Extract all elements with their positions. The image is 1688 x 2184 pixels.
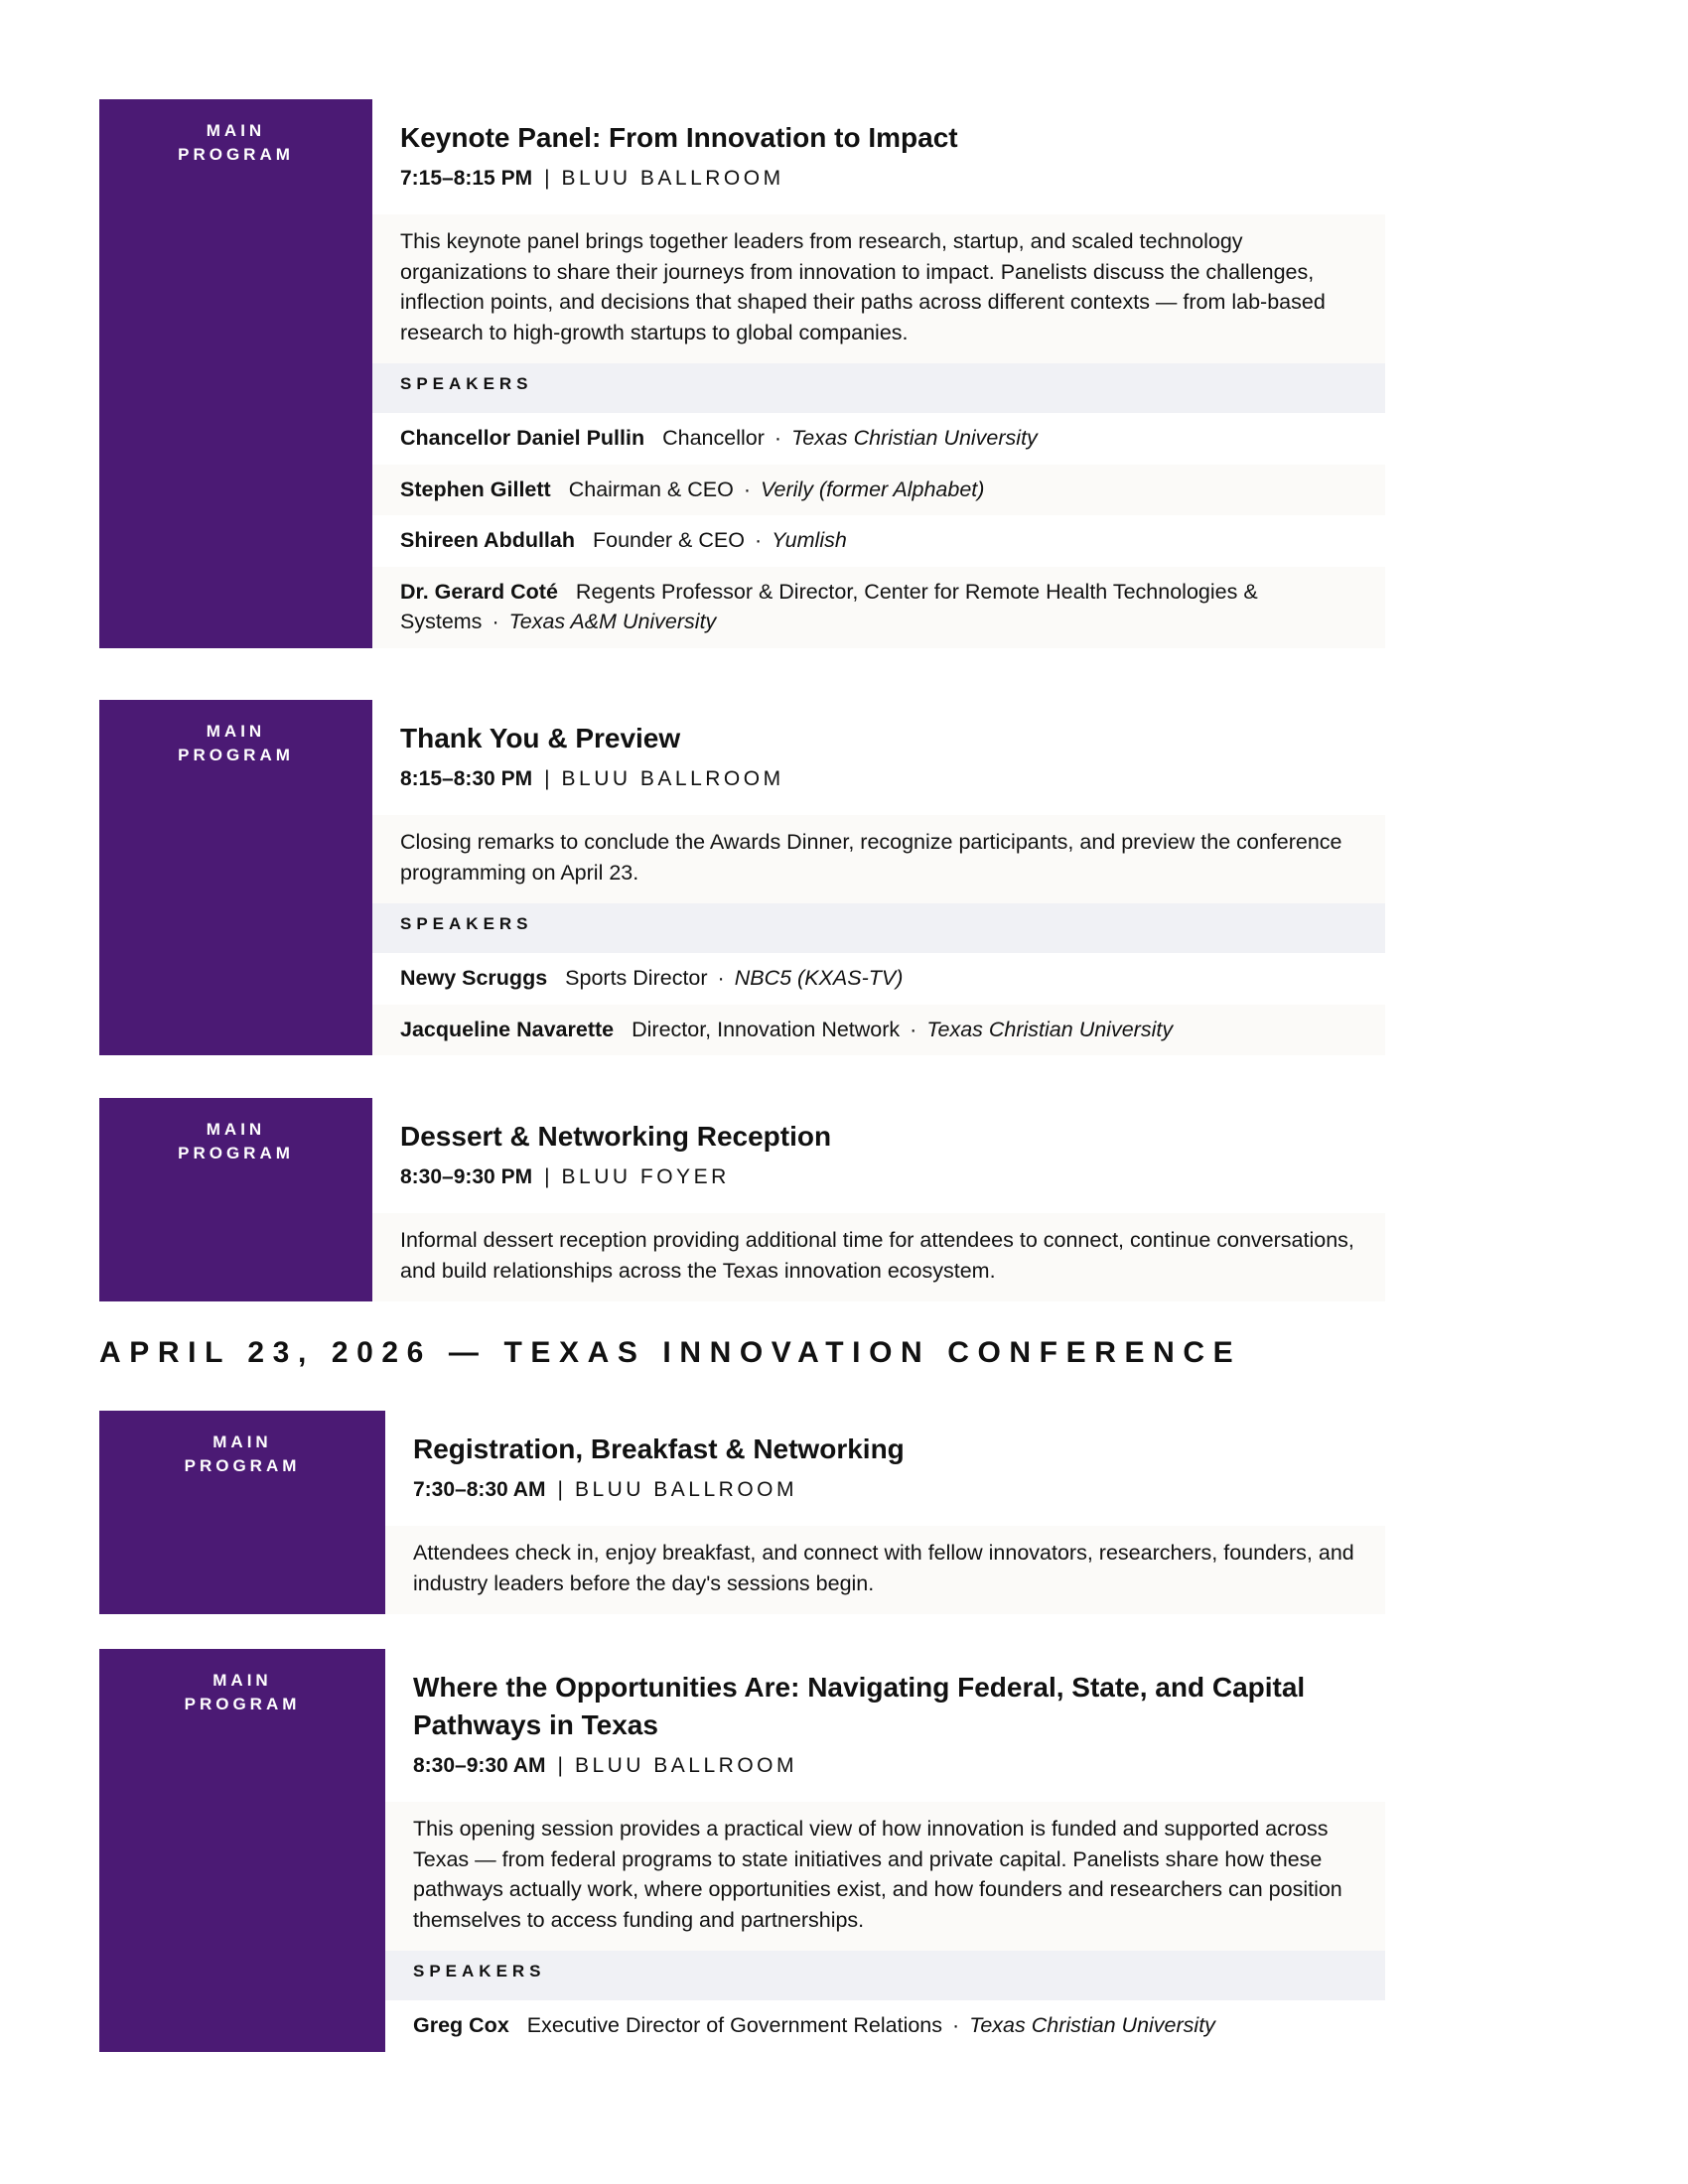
session-time: 7:30–8:30 AM: [413, 1478, 546, 1501]
speaker-org: Yumlish: [772, 528, 847, 552]
meta-separator: |: [544, 167, 550, 190]
session-description: Attendees check in, enjoy breakfast, and connect with fellow innovators, researchers, founders, and industry leaders before the day's sessions begin.: [385, 1526, 1385, 1614]
session-room: BLUU BALLROOM: [574, 1478, 797, 1501]
speaker-separator: ·: [774, 426, 782, 450]
speaker-role: Founder & CEO: [593, 528, 745, 552]
session-opportunities-panel: [99, 1649, 1385, 2052]
tag-line: MAIN: [206, 722, 266, 741]
session-time: 8:30–9:30 PM: [400, 1165, 533, 1188]
session-time: 8:30–9:30 AM: [413, 1754, 546, 1777]
meta-separator: |: [557, 1478, 563, 1501]
meta-separator: |: [544, 767, 550, 790]
speaker-role: Chairman & CEO: [568, 477, 734, 501]
session-time: 7:15–8:15 PM: [400, 167, 533, 190]
session-content: [372, 1098, 1385, 1301]
session-room: BLUU BALLROOM: [561, 167, 784, 190]
session-title: Where the Opportunities Are: Navigating Federal, State, and Capital Pathways in Texas: [413, 1672, 1306, 1740]
speaker-separator: ·: [743, 477, 751, 501]
session-content: [385, 1649, 1385, 2052]
session-room: BLUU FOYER: [561, 1165, 730, 1188]
speaker-row: [372, 465, 1385, 516]
speaker-org: Texas Christian University: [926, 1017, 1174, 1041]
tag-line: PROGRAM: [184, 1456, 301, 1475]
program-tag: [99, 1098, 372, 1301]
session-title: Registration, Breakfast & Networking: [413, 1433, 905, 1464]
tag-line: PROGRAM: [178, 1144, 294, 1162]
session-content: [385, 1411, 1385, 1614]
session-content: [372, 700, 1385, 1055]
speakers-heading: SPEAKERS: [385, 1951, 1385, 2000]
speaker-org: Texas Christian University: [969, 2013, 1215, 2037]
speaker-row: [372, 567, 1385, 648]
program-tag: [99, 99, 372, 648]
meta-separator: |: [557, 1754, 563, 1777]
session-description: This keynote panel brings together leaders from research, startup, and scaled technology organizations to share their journeys from innovation to impact. Panelists discuss the challenges, inflection points, and decisions that shaped their paths across different contexts — from lab-based research to high-growth startups to global companies.: [372, 214, 1385, 363]
speaker-name: Dr. Gerard Coté: [400, 579, 558, 604]
tag-line: MAIN: [206, 121, 266, 140]
session-dessert-reception: [99, 1098, 1385, 1301]
speaker-name: Chancellor Daniel Pullin: [400, 426, 645, 450]
date-heading: APRIL 23, 2026 — TEXAS INNOVATION CONFERENCE: [99, 1336, 1242, 1369]
speaker-role: Sports Director: [565, 966, 708, 990]
speaker-row: [385, 2000, 1385, 2052]
speaker-name: Newy Scruggs: [400, 966, 548, 990]
speaker-row: [372, 1005, 1385, 1056]
program-tag: [99, 1411, 385, 1614]
speaker-separator: ·: [952, 2013, 960, 2037]
speakers-heading: SPEAKERS: [372, 903, 1385, 953]
tag-line: MAIN: [206, 1120, 266, 1139]
tag-line: MAIN: [212, 1433, 272, 1451]
session-room: BLUU BALLROOM: [574, 1754, 797, 1777]
session-meta: [385, 1468, 1385, 1504]
speaker-row: [372, 413, 1385, 465]
session-title: Keynote Panel: From Innovation to Impact: [400, 122, 958, 153]
speaker-org: NBC5 (KXAS-TV): [734, 966, 904, 990]
speaker-role: Chancellor: [662, 426, 765, 450]
speaker-row: [372, 953, 1385, 1005]
speaker-name: Greg Cox: [413, 2013, 509, 2037]
session-registration-breakfast: [99, 1411, 1385, 1614]
session-meta: [385, 1744, 1385, 1780]
session-title: Thank You & Preview: [400, 723, 681, 753]
speaker-name: Shireen Abdullah: [400, 528, 575, 552]
tag-line: PROGRAM: [178, 145, 294, 164]
program-tag: [99, 700, 372, 1055]
speaker-separator: ·: [717, 966, 725, 990]
session-room: BLUU BALLROOM: [561, 767, 784, 790]
speaker-name: Stephen Gillett: [400, 477, 551, 501]
session-meta: [372, 157, 1385, 193]
speaker-org: Texas A&M University: [508, 610, 717, 633]
session-description: Closing remarks to conclude the Awards Dinner, recognize participants, and preview the conference programming on April 23.: [372, 815, 1385, 903]
speaker-row: [372, 515, 1385, 567]
speakers-heading: SPEAKERS: [372, 363, 1385, 413]
speaker-role: Regents Professor & Director, Center for Remote Health Technologies & Systems: [400, 579, 1258, 633]
meta-separator: |: [544, 1165, 550, 1188]
session-thank-you-preview: [99, 700, 1385, 1055]
speaker-org: Verily (former Alphabet): [760, 477, 985, 501]
speaker-separator: ·: [754, 528, 763, 552]
session-description: This opening session provides a practical view of how innovation is funded and supported across Texas — from federal programs to state initiatives and private capital. Panelists share how these pathways actually work, where opportunities exist, and how founders and researchers can position themselves to access funding and partnerships.: [385, 1802, 1385, 1951]
speaker-org: Texas Christian University: [791, 426, 1038, 450]
session-keynote-panel: [99, 99, 1385, 648]
speaker-separator: ·: [492, 610, 499, 633]
session-meta: [372, 1156, 1385, 1191]
tag-line: PROGRAM: [184, 1695, 301, 1713]
session-content: [372, 99, 1385, 648]
session-meta: [372, 757, 1385, 793]
speaker-role: Director, Innovation Network: [632, 1017, 901, 1041]
tag-line: MAIN: [212, 1671, 272, 1690]
speaker-role: Executive Director of Government Relations: [526, 2013, 943, 2037]
speaker-separator: ·: [910, 1017, 917, 1041]
program-tag: [99, 1649, 385, 2052]
speaker-name: Jacqueline Navarette: [400, 1017, 615, 1041]
tag-line: PROGRAM: [178, 746, 294, 764]
session-title: Dessert & Networking Reception: [400, 1121, 832, 1152]
session-description: Informal dessert reception providing additional time for attendees to connect, continue conversations, and build relationships across the Texas innovation ecosystem.: [372, 1213, 1385, 1301]
session-time: 8:15–8:30 PM: [400, 767, 533, 790]
